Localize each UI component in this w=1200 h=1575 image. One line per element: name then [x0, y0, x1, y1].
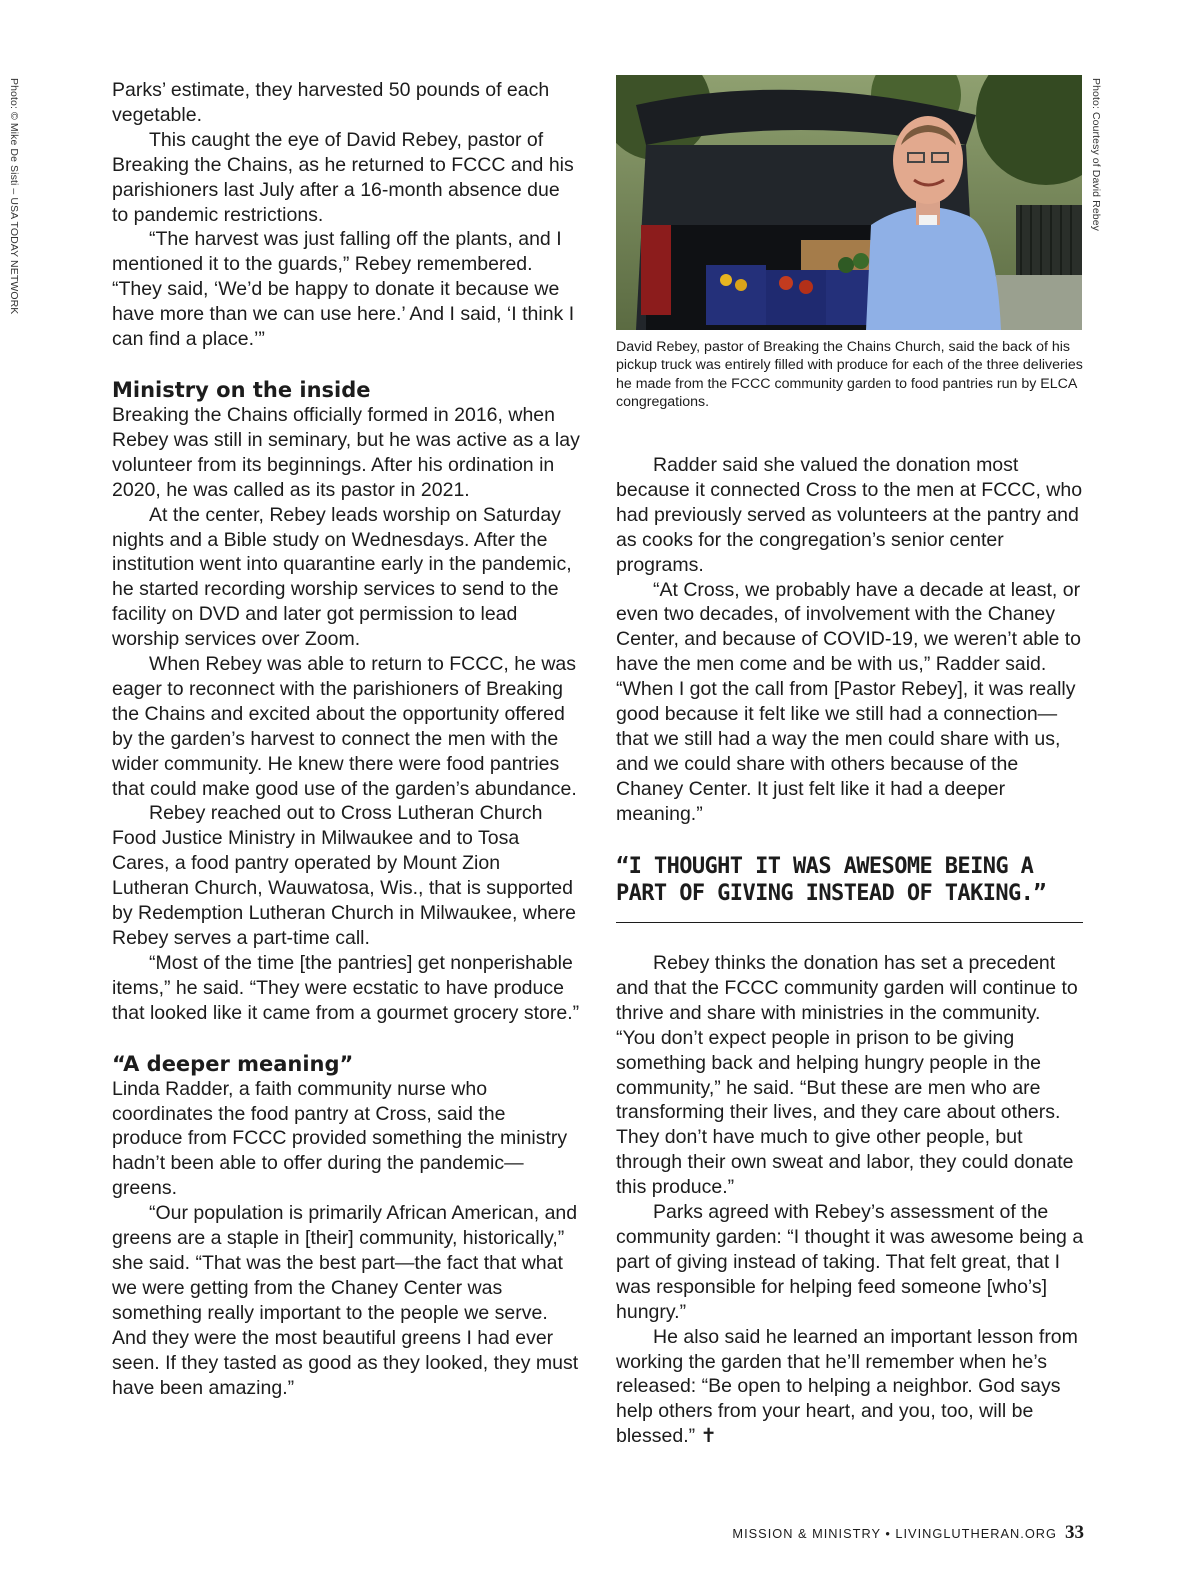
paragraph: This caught the eye of David Rebey, pastor of Breaking the Chains, as he returned to FCCC and his parishioners last July after a 16-month absence due to pandemic restrictions.: [112, 128, 574, 226]
paragraph: Breaking the Chains officially formed in 2016, when Rebey was still in seminary, but he was active as a lay volunteer from its beginnings. After his ordination in 2020, he was called as its pastor in 2021.: [112, 403, 580, 501]
paragraph: When Rebey was able to return to FCCC, he was eager to reconnect with the parishioners of Breaking the Chains and excited about the opportunity offered by the garden’s harvest to connect the men with the wider community. He knew there were food pantries that could make good use of the garden’s abundance.: [112, 653, 577, 800]
left-column: [112, 78, 580, 1400]
paragraph: At the center, Rebey leads worship on Saturday nights and a Bible study on Wednesdays. After the institution went into quarantine early in the pandemic, he started recording worship services to send to the facility on DVD and later got permission to lead worship services over Zoom.: [112, 503, 572, 651]
photo-credit-left: Photo: © Mike De Sisti – USA TODAY NETWORK: [8, 78, 20, 315]
photo-credit-right: Photo: Courtesy of David Rebey: [1090, 78, 1102, 231]
pull-quote-rule: [616, 922, 1083, 923]
photo-caption: David Rebey, pastor of Breaking the Chains Church, said the back of his pickup truck was entirely filled with produce for each of the three deliveries he made from the FCCC community garden to food pantries run by ELCA congregations.: [616, 339, 1083, 411]
page-number: 33: [1065, 1522, 1084, 1543]
paragraph: Parks agreed with Rebey’s assessment of the community garden: “I thought it was awesome being a part of giving instead of taking. That felt great, that I was responsible for helping feed someone [who’s] hungry.”: [616, 1201, 1084, 1323]
paragraph: “At Cross, we probably have a decade at least, or even two decades, of involvement with the Chaney Center, and because of COVID-19, we weren’t able to have the men come and be with us,” Radder said. “When I got the call from [Pastor Rebey], it was really good because it felt like we still had a connection—that we still had a way the men could share with us, and we could share with others because of the Chaney Center. It just felt like it had a deeper meaning.”: [616, 578, 1082, 825]
paragraph: Rebey thinks the donation has set a precedent and that the FCCC community garden will continue to thrive and share with ministries in the community. “You don’t expect people in prison to be giving something back and helping hungry people in the community,” he said. “But these are men who are transforming their lives, and they care about others. They don’t have much to give other people, but through their own sweat and labor, they could donate this produce.”: [616, 952, 1078, 1199]
paragraph: Parks’ estimate, they harvested 50 pounds of each vegetable.: [112, 79, 550, 126]
paragraph: “Our population is primarily African American, and greens are a staple in [their] community, historically,” she said. “That was the best part—the fact that what we were getting from the Chaney Center was something really important to the people we serve. And they were the most beautiful greens I had ever seen. If they tasted as good as they looked, they must have been amazing.”: [112, 1202, 579, 1399]
right-column-top: [616, 453, 1084, 827]
right-column-bottom: [616, 951, 1084, 1449]
paragraph: Linda Radder, a faith community nurse who coordinates the food pantry at Cross, said the produce from FCCC provided something the ministry hadn’t been able to offer during the pandemic—greens.: [112, 1077, 568, 1200]
paragraph: “Most of the time [the pantries] get nonperishable items,” he said. “They were ecstatic to have produce that looked like it came from a gourmet grocery store.”: [112, 951, 580, 1024]
paragraph: “The harvest was just falling off the plants, and I mentioned it to the guards,” Rebey remembered. “They said, ‘We’d be happy to donate it because we have more than we can use here.’ And I said, ‘I think I can find a place.’”: [112, 228, 575, 351]
paragraph: Rebey reached out to Cross Lutheran Church Food Justice Ministry in Milwaukee and to Tosa Cares, a food pantry operated by Mount Zion Lutheran Church, Wauwatosa, Wis., that is supported by Redemption Lutheran Church in Milwaukee, where Rebey serves a part-time call.: [112, 802, 576, 949]
truck-photo-illustration: [616, 75, 1082, 330]
section-heading: “A deeper meaning”: [112, 1051, 354, 1076]
paragraph: He also said he learned an important lesson from working the garden that he’ll remember when he’s released: “Be open to helping a neighbor. God says help others from your heart, and you, too, will be blessed.” ✝: [616, 1325, 1078, 1448]
paragraph: Radder said she valued the donation most because it connected Cross to the men at FCCC, who had previously served as volunteers at the pantry and as cooks for the congregation’s senior center programs.: [616, 454, 1083, 576]
truck-photo: [616, 75, 1082, 330]
page-footer: [732, 1522, 1084, 1544]
section-heading: Ministry on the inside: [112, 377, 371, 402]
pull-quote: “I THOUGHT IT WAS AWESOME BEING A PART OF GIVING INSTEAD OF TAKING.”: [616, 854, 1046, 906]
folio: MISSION & MINISTRY • LIVINGLUTHERAN.ORG: [732, 1526, 1057, 1541]
